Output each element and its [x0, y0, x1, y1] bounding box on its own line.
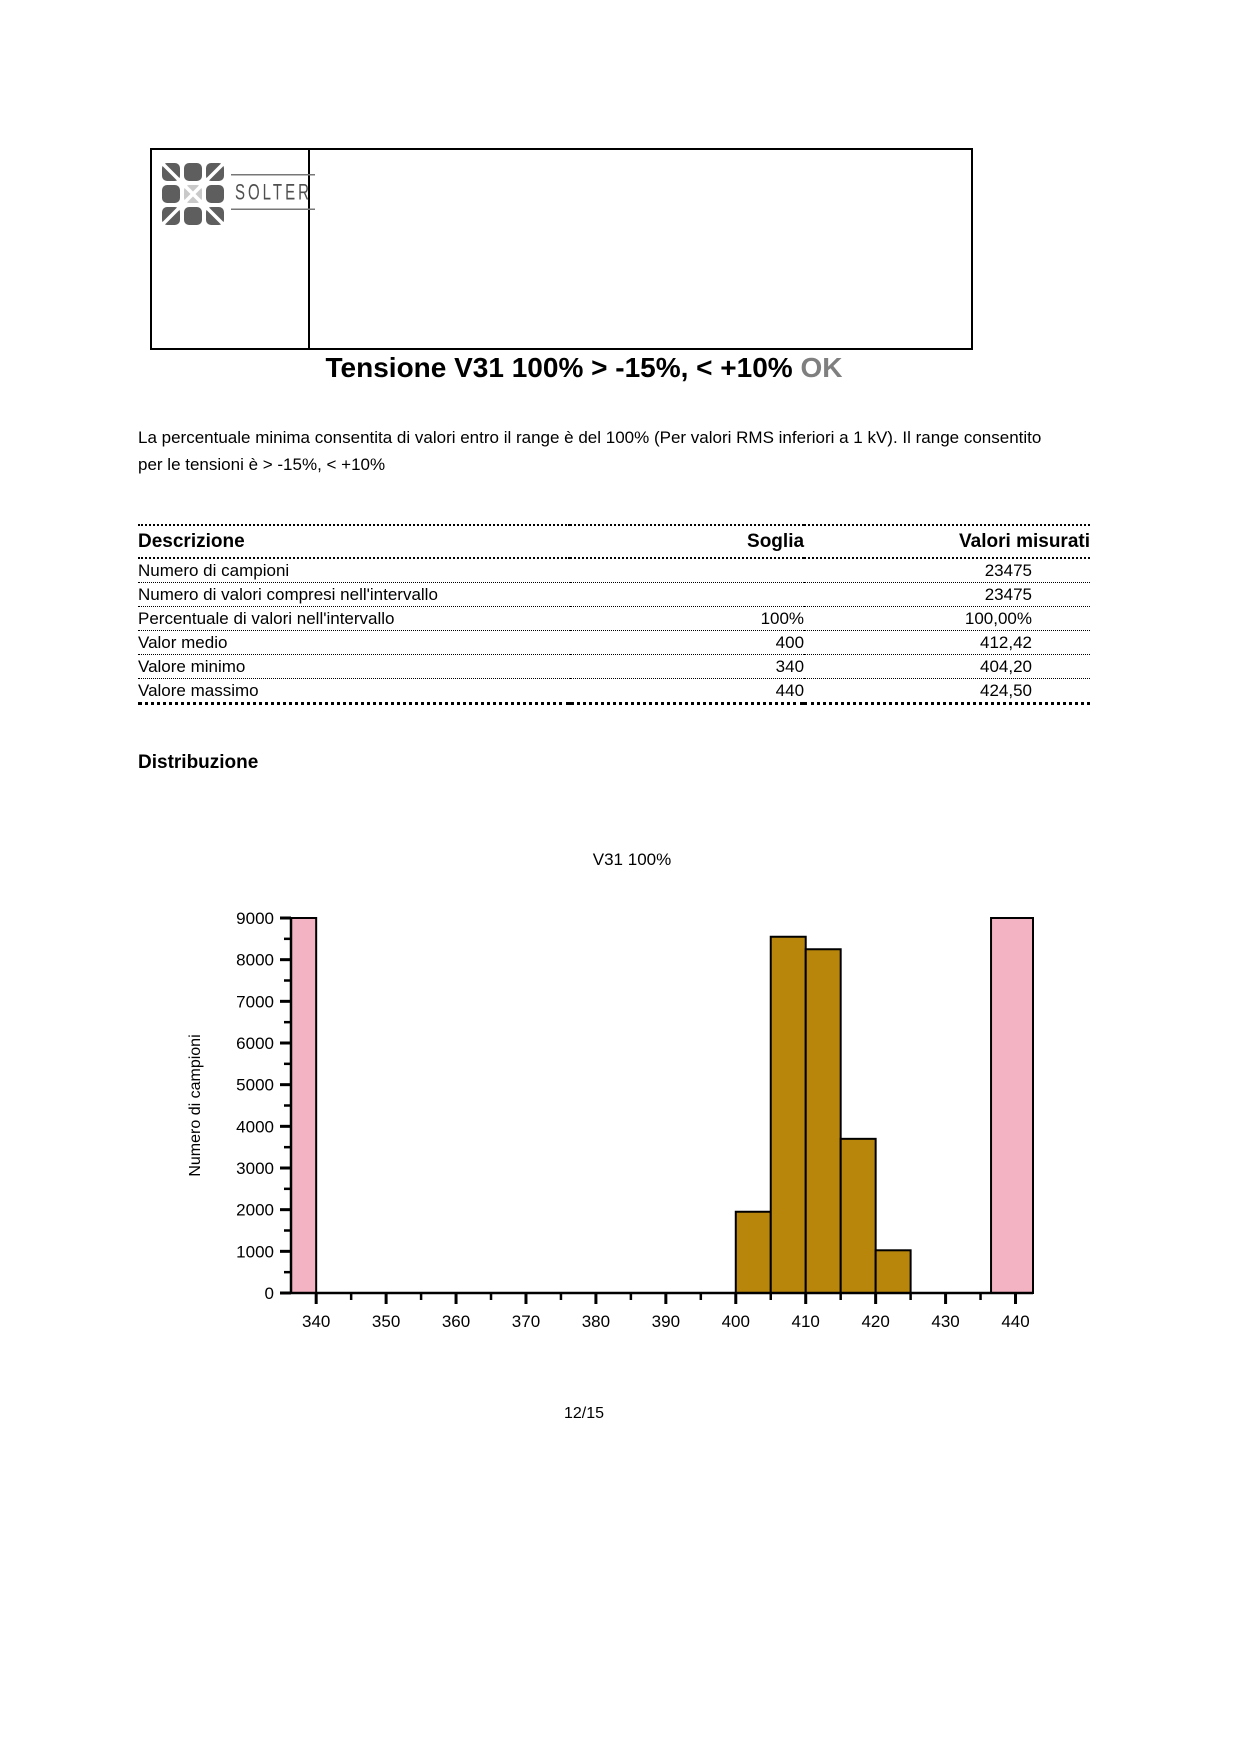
- logo-grid-icon: [162, 163, 224, 225]
- table-cell: Numero di valori compresi nell'intervallo: [138, 583, 570, 607]
- page-title-text: Tensione V31 100% > -15%, < +10%: [325, 352, 801, 383]
- header-empty-cell: [310, 150, 971, 348]
- x-tick-label: 390: [651, 1312, 681, 1331]
- solter-logo: [162, 163, 315, 225]
- stats-table-header-row: [138, 525, 1090, 558]
- intro-paragraph: La percentuale minima consentita di valori entro il range è del 100% (Per valori RMS inferiori a 1 kV). Il range consentito per le tensioni è > -15%, < +10%: [138, 428, 1042, 474]
- table-cell: Valore minimo: [138, 655, 570, 679]
- table-cell: 100%: [570, 607, 804, 631]
- y-tick-label: 5000: [236, 1075, 274, 1095]
- table-cell: 23475: [804, 558, 1090, 583]
- stats-table: [138, 524, 1090, 705]
- table-cell: 400: [570, 631, 804, 655]
- bar-bin: [876, 1250, 911, 1293]
- bar-threshold_band: [991, 918, 1033, 1293]
- col-header-valori-misurati: Valori misurati: [804, 525, 1090, 558]
- y-tick-label: 0: [264, 1284, 274, 1303]
- y-tick-label: 7000: [236, 992, 274, 1012]
- table-row: [138, 558, 1090, 583]
- status-ok-label: OK: [800, 352, 843, 383]
- y-tick-label: 2000: [236, 1200, 274, 1220]
- page-number: 12/15: [563, 1405, 605, 1422]
- bar-bin: [736, 1212, 771, 1293]
- table-row: [138, 583, 1090, 607]
- table-cell: 440: [775, 681, 805, 700]
- table-row: [138, 679, 1090, 704]
- table-cell: Numero di campioni: [138, 558, 570, 583]
- histogram-svg: [160, 820, 1060, 1380]
- x-tick-label: 350: [371, 1312, 401, 1331]
- page-title: [138, 352, 1030, 384]
- x-tick-label: 370: [511, 1312, 541, 1331]
- table-cell: 404,20: [804, 655, 1090, 679]
- logo-wordmark: SOLTER: [231, 174, 315, 210]
- table-cell: 340: [570, 655, 804, 679]
- header-box: [150, 148, 973, 350]
- table-cell: 23475: [804, 583, 1090, 607]
- table-cell: 412,42: [804, 631, 1090, 655]
- x-tick-label: 380: [581, 1312, 611, 1331]
- bar-bin: [806, 949, 841, 1293]
- col-header-soglia: Soglia: [570, 525, 804, 558]
- table-cell: 424,50: [980, 681, 1032, 700]
- y-tick-label: 9000: [236, 909, 274, 928]
- y-tick-label: 4000: [236, 1117, 274, 1137]
- y-tick-label: 8000: [236, 950, 274, 970]
- y-tick-label: 1000: [236, 1242, 274, 1262]
- x-tick-label: 340: [301, 1312, 331, 1331]
- x-tick-label: 360: [441, 1312, 471, 1331]
- x-tick-label: 440: [1001, 1312, 1030, 1331]
- bar-bin: [771, 937, 806, 1293]
- bar-threshold_band: [291, 918, 316, 1293]
- table-cell: Valor medio: [138, 631, 570, 655]
- bar-bin: [841, 1139, 876, 1293]
- chart-title: V31 100%: [592, 850, 672, 869]
- table-cell: [570, 583, 804, 607]
- table-cell: Percentuale di valori nell'intervallo: [138, 607, 570, 631]
- table-cell: Valore massimo: [138, 681, 259, 700]
- section-heading-distribuzione: Distribuzione: [138, 752, 259, 773]
- x-tick-label: 400: [721, 1312, 750, 1331]
- y-tick-label: 6000: [236, 1034, 274, 1053]
- distribution-histogram: [160, 820, 1060, 1380]
- logo-x-icon: [162, 163, 224, 225]
- y-axis-label: Numero di campioni: [187, 1034, 204, 1177]
- x-tick-label: 430: [931, 1312, 960, 1331]
- table-cell: [570, 558, 804, 583]
- table-row: [138, 607, 1090, 631]
- x-tick-label: 410: [791, 1312, 820, 1331]
- table-row: [138, 631, 1090, 655]
- table-row: [138, 655, 1090, 679]
- table-cell: 100,00%: [804, 607, 1090, 631]
- y-tick-label: 3000: [236, 1159, 274, 1178]
- header-logo-cell: [152, 150, 310, 348]
- x-tick-label: 420: [861, 1312, 890, 1331]
- col-header-descrizione: Descrizione: [138, 525, 570, 558]
